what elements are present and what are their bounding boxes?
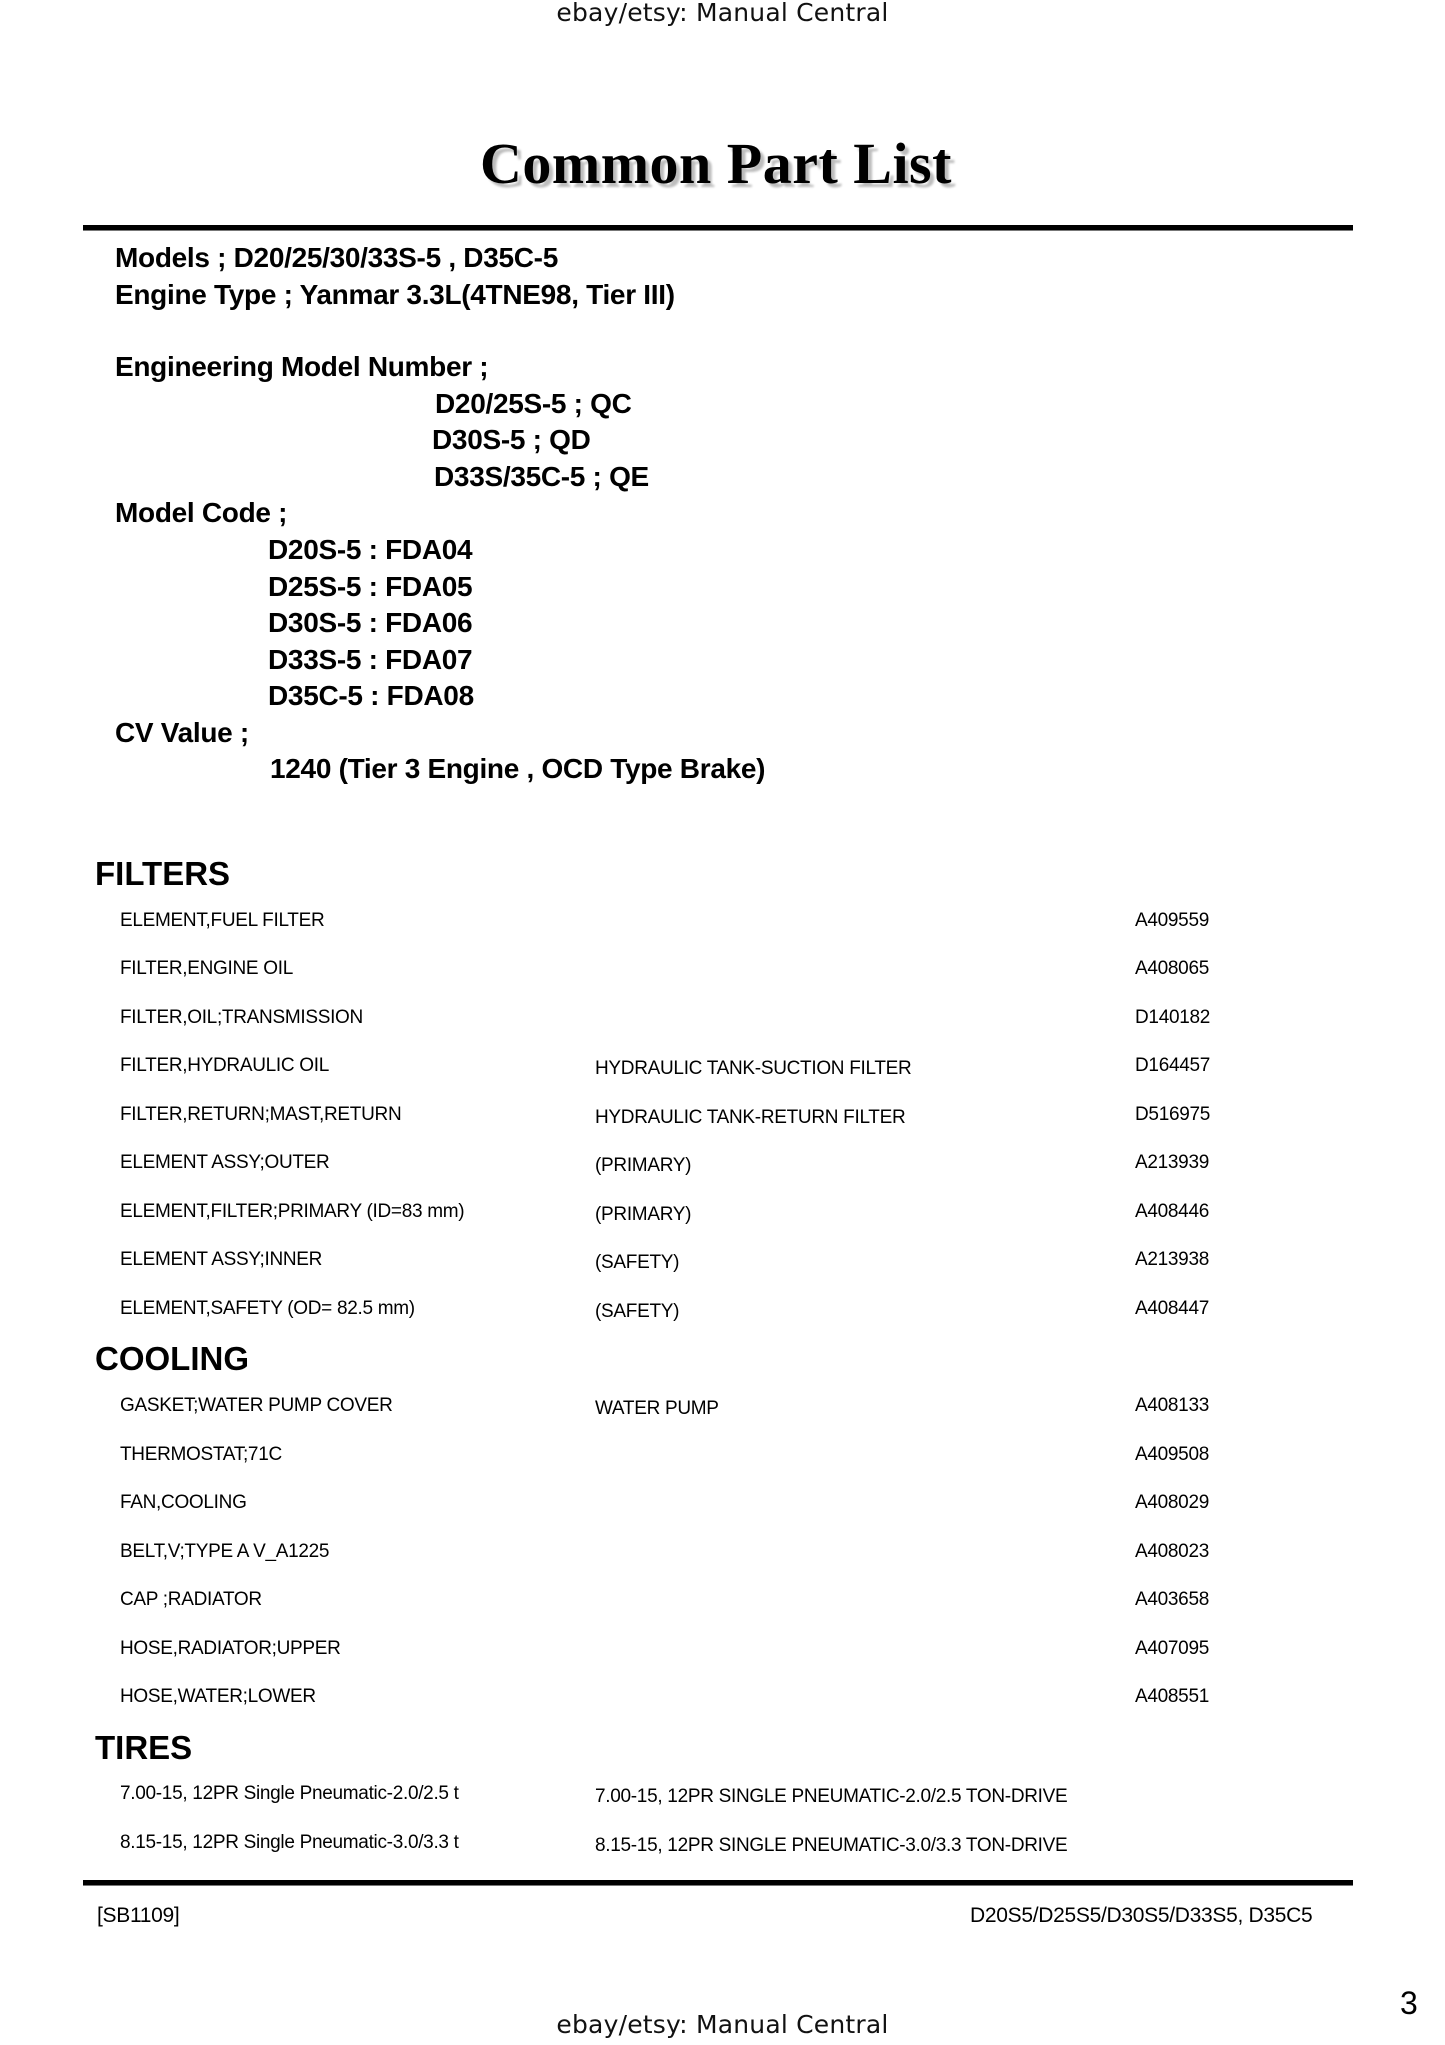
- part-description: HOSE,RADIATOR;UPPER: [120, 1638, 341, 1659]
- part-description: ELEMENT,SAFETY (OD= 82.5 mm): [120, 1298, 415, 1319]
- footer-doc-code: [SB1109]: [97, 1904, 180, 1927]
- part-description: FILTER,HYDRAULIC OIL: [120, 1055, 330, 1076]
- part-note: (SAFETY): [595, 1301, 680, 1322]
- page-number: 3: [1400, 1985, 1418, 2021]
- part-number: A408447: [1135, 1298, 1209, 1319]
- engineering-model-number-label: Engineering Model Number ;: [115, 351, 489, 382]
- part-description: HOSE,WATER;LOWER: [120, 1686, 316, 1707]
- cv-value-label: CV Value ;: [115, 717, 249, 748]
- part-description: ELEMENT ASSY;INNER: [120, 1249, 323, 1270]
- part-number: A409559: [1135, 910, 1209, 931]
- part-description: ELEMENT,FUEL FILTER: [120, 910, 325, 931]
- watermark-top: ebay/etsy: Manual Central: [556, 0, 889, 27]
- part-note: 8.15-15, 12PR SINGLE PNEUMATIC-3.0/3.3 TON-DRIVE: [595, 1835, 1068, 1856]
- part-description: CAP ;RADIATOR: [120, 1589, 262, 1610]
- part-description: FAN,COOLING: [120, 1492, 247, 1513]
- watermark-bottom: ebay/etsy: Manual Central: [556, 2010, 889, 2039]
- part-note: (SAFETY): [595, 1252, 680, 1273]
- part-note: HYDRAULIC TANK-RETURN FILTER: [595, 1107, 906, 1128]
- part-number: D516975: [1135, 1104, 1211, 1125]
- part-description: THERMOSTAT;71C: [120, 1444, 282, 1465]
- footer-models: D20S5/D25S5/D30S5/D33S5, D35C5: [970, 1904, 1313, 1927]
- model-code-d25s5: D25S-5 : FDA05: [268, 571, 473, 602]
- part-description: ELEMENT ASSY;OUTER: [120, 1152, 330, 1173]
- part-number: A408065: [1135, 958, 1209, 979]
- model-code-d20s5: D20S-5 : FDA04: [268, 534, 473, 565]
- part-number: A213939: [1135, 1152, 1209, 1173]
- part-note: 7.00-15, 12PR SINGLE PNEUMATIC-2.0/2.5 TON-DRIVE: [595, 1786, 1068, 1807]
- part-number: A408133: [1135, 1395, 1209, 1416]
- part-number: A408446: [1135, 1201, 1209, 1222]
- part-number: D140182: [1135, 1007, 1211, 1028]
- part-description: FILTER,OIL;TRANSMISSION: [120, 1007, 363, 1028]
- model-code-d33s5: D33S-5 : FDA07: [268, 644, 473, 675]
- part-note: WATER PUMP: [595, 1398, 719, 1419]
- part-description: FILTER,ENGINE OIL: [120, 958, 293, 979]
- part-description: ELEMENT,FILTER;PRIMARY (ID=83 mm): [120, 1201, 465, 1222]
- footer-divider: [83, 1880, 1353, 1886]
- part-note: (PRIMARY): [595, 1204, 692, 1225]
- model-code-d30s5: D30S-5 : FDA06: [268, 607, 473, 638]
- engineering-model-number-qd: D30S-5 ; QD: [432, 424, 591, 455]
- model-code-label: Model Code ;: [115, 497, 288, 528]
- part-number: A408551: [1135, 1686, 1209, 1707]
- part-description: 8.15-15, 12PR Single Pneumatic-3.0/3.3 t: [120, 1832, 459, 1853]
- part-number: A407095: [1135, 1638, 1209, 1659]
- part-description: GASKET;WATER PUMP COVER: [120, 1395, 393, 1416]
- part-number: A213938: [1135, 1249, 1209, 1270]
- models-line: Models ; D20/25/30/33S-5 , D35C-5: [115, 242, 558, 273]
- part-note: HYDRAULIC TANK-SUCTION FILTER: [595, 1058, 912, 1079]
- part-number: A408029: [1135, 1492, 1209, 1513]
- engine-type-line: Engine Type ; Yanmar 3.3L(4TNE98, Tier III): [115, 279, 675, 310]
- part-description: BELT,V;TYPE A V_A1225: [120, 1541, 330, 1562]
- part-note: (PRIMARY): [595, 1155, 692, 1176]
- section-heading: COOLING: [95, 1340, 249, 1377]
- header-divider: [83, 225, 1353, 231]
- section-heading: FILTERS: [95, 855, 231, 892]
- part-number: A409508: [1135, 1444, 1209, 1465]
- part-description: FILTER,RETURN;MAST,RETURN: [120, 1104, 402, 1125]
- model-code-d35c5: D35C-5 : FDA08: [268, 680, 474, 711]
- part-description: 7.00-15, 12PR Single Pneumatic-2.0/2.5 t: [120, 1783, 459, 1804]
- part-number: A408023: [1135, 1541, 1209, 1562]
- page-title: Common Part List: [480, 131, 952, 196]
- section-heading: TIRES: [95, 1729, 193, 1766]
- engineering-model-number-qe: D33S/35C-5 ; QE: [434, 461, 649, 492]
- cv-value: 1240 (Tier 3 Engine , OCD Type Brake): [270, 753, 766, 784]
- part-number: A403658: [1135, 1589, 1209, 1610]
- part-number: D164457: [1135, 1055, 1211, 1076]
- engineering-model-number-qc: D20/25S-5 ; QC: [435, 388, 632, 419]
